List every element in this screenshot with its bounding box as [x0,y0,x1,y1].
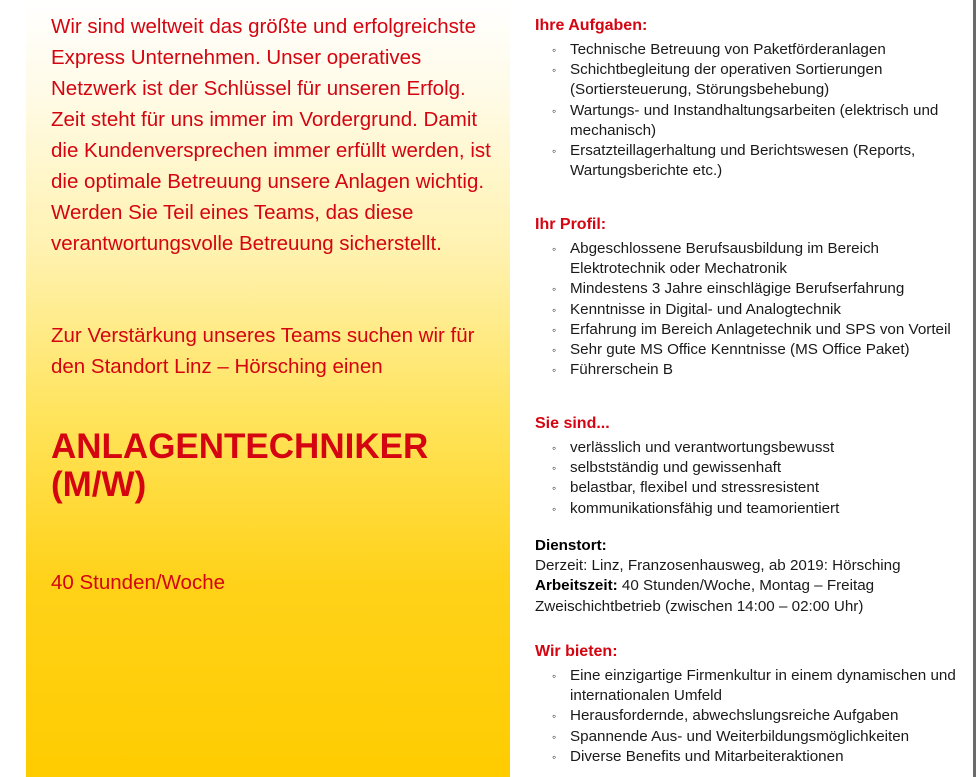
section-heading: Sie sind... [535,415,610,432]
section-heading: Ihre Aufgaben: [535,17,648,34]
list-item-text: Mindestens 3 Jahre einschlägige Berufserfahrung [570,280,905,298]
list-item-text: Diverse Benefits und Mitarbeiteraktionen [570,747,844,765]
left-margin [0,0,26,777]
list-item [535,666,970,706]
list-item-text: Sehr gute MS Office Kenntnisse (MS Office Paket) [570,341,910,359]
bullet-icon: ◦ [552,481,557,496]
list-item-text: belastbar, flexibel und stressresistent [570,479,820,497]
list-item [535,727,970,747]
bullet-list [535,438,970,519]
list-item-text: Spannende Aus- und Weiterbildungsmöglichkeiten [570,727,910,745]
bullet-icon: ◦ [552,461,557,476]
list-item [535,478,970,498]
bullet-icon: ◦ [552,669,557,683]
bullet-icon: ◦ [552,729,557,744]
list-item [535,279,970,299]
hours-text: 40 Stunden/Woche [51,571,225,594]
list-item [535,458,970,478]
list-item-text: Ersatzteillagerhaltung und Berichtswesen (Reports, Wartungsberichte etc.) [570,142,916,180]
list-item-text: Schichtbegleitung der operativen Sortierungen (Sortiersteuerung, Störungsbehebung) [570,61,883,99]
list-item-text: Herausfordernde, abwechslungsreiche Aufgaben [570,707,899,725]
section-aufgaben [535,16,970,181]
arbeitszeit-label: Arbeitszeit: [535,577,618,595]
list-item [535,747,970,767]
list-item [535,499,970,519]
list-item-text: selbstständig und gewissenhaft [570,459,782,477]
section-profil [535,215,970,380]
list-item [535,40,970,60]
bullet-icon: ◦ [552,63,557,78]
list-item-text: Eine einzigartige Firmenkultur in einem dynamischen und internationalen Umfeld [570,667,956,705]
list-item-text: kommunikationsfähig und teamorientiert [570,499,840,517]
list-item [535,438,970,458]
search-text: Zur Verstärkung unseres Teams suchen wir für den Standort Linz – Hörsching einen [51,324,475,378]
list-item [535,60,970,100]
intro-text: Wir sind weltweit das größte und erfolgreichste Express Unternehmen. Unser operatives Netzwerk ist der Schlüssel für unseren Erfolg. Zeit steht für uns immer im Vordergrund. Damit die Kundenversprechen immer erfüllt werden, ist die optimale Betreuung unsere Anlagen wichtig. Werden Sie Teil eines Teams, das diese verantwortungsvolle Betreuung sicherstellt. [51,15,491,255]
list-item-text: Erfahrung im Bereich Anlagetechnik und SPS von Vorteil [570,320,951,338]
bullet-icon: ◦ [552,242,557,256]
section-heading: Wir bieten: [535,643,618,660]
section-bieten [535,642,970,767]
arbeitszeit-line [535,576,970,596]
list-item [535,340,970,360]
bullet-icon: ◦ [552,501,557,516]
job-info [535,536,970,617]
bullet-icon: ◦ [552,43,557,57]
dienstort-value: Derzeit: Linz, Franzosenhausweg, ab 2019: Hörsching [535,557,901,575]
list-item-text: Wartungs- und Instandhaltungsarbeiten (elektrisch und mechanisch) [570,101,939,139]
list-item-text: Führerschein B [570,361,673,379]
bullet-list [535,40,970,181]
list-item [535,141,970,181]
list-item-text: Abgeschlossene Berufsausbildung im Bereich Elektrotechnik oder Mechatronik [570,240,879,278]
bullet-icon: ◦ [552,363,557,378]
list-item [535,706,970,726]
list-item [535,239,970,279]
bullet-icon: ◦ [552,282,557,297]
bullet-list [535,666,970,767]
dienstort-label-line [535,536,970,556]
bullet-icon: ◦ [552,103,557,118]
list-item [535,320,970,340]
section-heading: Ihr Profil: [535,216,607,233]
job-title: ANLAGENTECHNIKER (M/W) [51,427,429,504]
list-item-text: verlässlich und verantwortungsbewusst [570,439,835,456]
bullet-icon: ◦ [552,343,557,358]
bullet-icon: ◦ [552,144,557,159]
list-item [535,300,970,320]
section-sie-sind [535,414,970,519]
bullet-icon: ◦ [552,709,557,724]
schicht-value: Zweischichtbetrieb (zwischen 14:00 – 02:00 Uhr) [535,597,864,615]
arbeitszeit-value: 40 Stunden/Woche, Montag – Freitag [617,577,875,595]
bullet-icon: ◦ [552,749,557,764]
bullet-icon: ◦ [552,322,557,337]
list-item [535,360,970,380]
bullet-icon: ◦ [552,302,557,317]
list-item-text: Kenntnisse in Digital- und Analogtechnik [570,300,842,318]
dienstort-label: Dienstort: [535,537,607,554]
list-item-text: Technische Betreuung von Paketförderanlagen [570,41,886,58]
bullet-list [535,239,970,380]
bullet-icon: ◦ [552,441,557,455]
list-item [535,101,970,141]
